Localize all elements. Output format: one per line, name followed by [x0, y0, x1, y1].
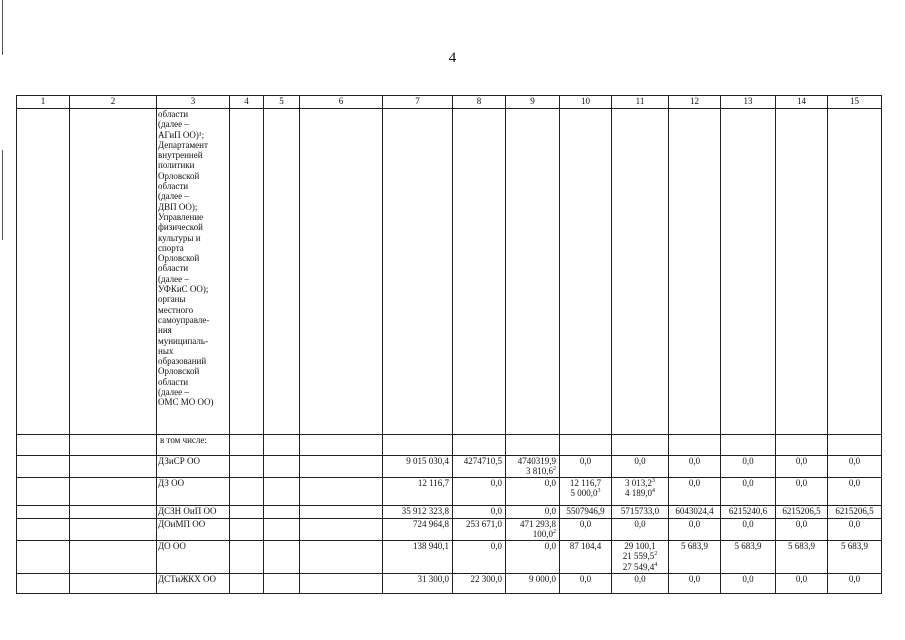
- cell-c11: [612, 519, 669, 541]
- cell-empty: [230, 478, 264, 506]
- cell-line: [562, 574, 609, 584]
- cell-c12: [669, 478, 721, 506]
- cell-c9: [506, 456, 560, 478]
- cell-executor: [157, 506, 230, 519]
- column-header: 13: [721, 96, 776, 109]
- table-row: [17, 519, 882, 541]
- cell-empty: [264, 478, 300, 506]
- cell-executor: [157, 540, 230, 573]
- cell-c14: [776, 456, 828, 478]
- cell-c8: [453, 478, 506, 506]
- header-row: [17, 96, 882, 109]
- cell-empty: [264, 573, 300, 593]
- cell-value: 87 104,4: [569, 540, 602, 551]
- cell-c10: [560, 573, 612, 593]
- cell-value: 0,0: [490, 478, 502, 488]
- table-row: [17, 506, 882, 519]
- cell-empty: [264, 519, 300, 541]
- cell-value: 0,0: [742, 456, 754, 466]
- executor-line: Орловской: [158, 170, 200, 181]
- cell-empty: [300, 506, 383, 519]
- cell-c14: [776, 573, 828, 593]
- column-header: 3: [157, 96, 230, 109]
- cell-value: 21 559,5: [622, 551, 655, 562]
- cell-value: 0,0: [742, 478, 754, 488]
- executor-line: области: [158, 109, 189, 119]
- column-header: 12: [669, 96, 721, 109]
- cell-empty: [230, 573, 264, 593]
- cell-line: [562, 541, 609, 551]
- cell-c15: [828, 456, 882, 478]
- cell-c13: [721, 519, 776, 541]
- cell-value: 5 683,9: [734, 540, 762, 551]
- executor-line: муниципаль-: [158, 335, 208, 346]
- cell-c10: [560, 540, 612, 573]
- cell-empty: [17, 478, 70, 506]
- cell-line: [614, 574, 666, 584]
- executor-line: образований: [158, 356, 207, 367]
- cell-c8: [453, 506, 506, 519]
- cell-value: 29 100,1: [624, 540, 656, 551]
- executor-line: (далее –: [158, 119, 189, 130]
- cell-value: 22 300,0: [470, 573, 502, 584]
- cell-value: 0,0: [795, 573, 808, 584]
- cell-line: [508, 574, 556, 584]
- executor-line: органы: [158, 294, 186, 305]
- cell-empty: [230, 506, 264, 519]
- cell-c7: [383, 519, 453, 541]
- executor-name: ДСТиЖКХ ОО: [158, 573, 217, 584]
- cell-line: [614, 519, 666, 529]
- executor-line: физической: [158, 222, 203, 233]
- cell-value: 12 116,7: [417, 478, 449, 488]
- executor-line: УФКиС ОО);: [158, 284, 209, 295]
- cell-value: 6215206,5: [782, 506, 821, 516]
- cell-empty: [17, 456, 70, 478]
- cell-value: 9 000,0: [529, 573, 556, 584]
- scan-edge-line: [2, 150, 3, 240]
- cell-value: 4740319,9: [517, 456, 556, 466]
- cell-line: [562, 456, 609, 466]
- executor-line: местного: [158, 304, 194, 315]
- including-label: в том числе:: [157, 435, 230, 456]
- cell-empty: [264, 456, 300, 478]
- cell-empty: [300, 519, 383, 541]
- cell-value: 5 683,9: [841, 540, 868, 551]
- cell-line: [614, 506, 666, 516]
- cell-c13: [721, 573, 776, 593]
- cell-c12: [669, 540, 721, 573]
- budget-table-wrap: [16, 95, 881, 594]
- cell-value: 5507946,9: [566, 506, 605, 516]
- cell-c11: [612, 540, 669, 573]
- column-header: 10: [560, 96, 612, 109]
- including-row: [17, 435, 882, 456]
- cell-value: 0,0: [688, 456, 701, 466]
- executor-line: спорта: [158, 242, 184, 253]
- cell-value: 4274710,5: [463, 456, 502, 466]
- cell-c13: [721, 506, 776, 519]
- column-header: 15: [828, 96, 882, 109]
- executor-line: области: [158, 263, 189, 274]
- cell-value: 0,0: [490, 540, 502, 551]
- cell-line: [508, 519, 556, 529]
- footnote-mark: 2: [553, 466, 556, 473]
- cell-c11: [612, 506, 669, 519]
- executor-line: ных: [158, 345, 174, 356]
- cell-line: [508, 506, 556, 516]
- cell-c15: [828, 540, 882, 573]
- executor-line: (далее –: [158, 387, 189, 398]
- executor-line: (далее –: [158, 273, 189, 284]
- cell-value: 0,0: [579, 573, 592, 584]
- cell-value: 6043024,4: [675, 506, 714, 516]
- cell-c10: [560, 519, 612, 541]
- executor-line: политики: [158, 160, 195, 171]
- cell-c13: [721, 456, 776, 478]
- executor-line: ния: [158, 325, 172, 336]
- cell-empty: [17, 573, 70, 593]
- cell-empty: [230, 519, 264, 541]
- cell-value: 31 300,0: [417, 573, 449, 584]
- cell-empty: [70, 456, 157, 478]
- cell-c9: [506, 540, 560, 573]
- cell-value: 0,0: [544, 540, 556, 551]
- cell-value: 253 671,0: [466, 519, 502, 529]
- cell-line: [562, 506, 609, 516]
- cell-value: 0,0: [848, 456, 861, 466]
- cell-c13: [721, 478, 776, 506]
- cell-empty: [300, 478, 383, 506]
- cell-value: 0,0: [544, 506, 556, 516]
- cell-value: 0,0: [848, 519, 861, 529]
- cell-value: 138 940,1: [413, 540, 449, 551]
- cell-value: 0,0: [848, 478, 861, 488]
- cell-c11: [612, 456, 669, 478]
- column-header: 5: [264, 96, 300, 109]
- executor-line: Департамент: [158, 139, 208, 150]
- cell-c7: [383, 456, 453, 478]
- cell-c13: [721, 540, 776, 573]
- cell-c12: [669, 519, 721, 541]
- cell-c10: [560, 506, 612, 519]
- cell-line: [614, 562, 666, 572]
- cell-value: 5715733,0: [620, 506, 660, 516]
- cell-empty: [264, 506, 300, 519]
- cell-value: 0,0: [490, 506, 502, 516]
- cell-value: 12 116,7: [569, 478, 602, 488]
- cell-empty: [230, 540, 264, 573]
- cell-executor: [157, 456, 230, 478]
- executor-line: Орловской: [158, 366, 200, 377]
- cell-value: 3 810,6: [526, 466, 553, 477]
- cell-executor: [157, 478, 230, 506]
- cell-c15: [828, 478, 882, 506]
- cell-line: [508, 456, 556, 466]
- cell-value: 471 293,8: [520, 519, 556, 529]
- cell-c11: [612, 573, 669, 593]
- table-row: [17, 573, 882, 593]
- cell-c12: [669, 456, 721, 478]
- cell-value: 0,0: [688, 573, 701, 584]
- cell-c8: [453, 540, 506, 573]
- footnote-mark: 2: [654, 551, 658, 558]
- cell-line: [614, 488, 666, 498]
- executor-line: самоуправле-: [158, 314, 210, 325]
- cell-c9: [506, 519, 560, 541]
- cell-executor: [157, 573, 230, 593]
- cell-line: [562, 478, 609, 488]
- cell-c9: [506, 573, 560, 593]
- cell-c14: [776, 519, 828, 541]
- executor-name: ДЗ ОО: [158, 478, 185, 488]
- cell-c7: [383, 573, 453, 593]
- footnote-mark: 4: [654, 561, 658, 568]
- cell-value: 5 683,9: [681, 540, 708, 551]
- column-header: 11: [612, 96, 669, 109]
- footnote-mark: 3: [597, 488, 601, 495]
- executor-name: ДО ОО: [158, 540, 186, 551]
- cell-empty: [264, 540, 300, 573]
- cell-value: 9 015 030,4: [406, 456, 449, 466]
- executors-row: [17, 109, 882, 435]
- cell-value: 6215206,5: [835, 506, 874, 516]
- executor-line: области: [158, 376, 189, 387]
- cell-empty: [17, 519, 70, 541]
- cell-value: 0,0: [634, 519, 646, 529]
- budget-table: [16, 95, 882, 594]
- cell-empty: [17, 506, 70, 519]
- cell-c9: [506, 506, 560, 519]
- column-header: 9: [506, 96, 560, 109]
- cell-c10: [560, 456, 612, 478]
- cell-c15: [828, 573, 882, 593]
- table-row: [17, 478, 882, 506]
- executor-line: культуры и: [158, 232, 201, 243]
- cell-executor: [157, 519, 230, 541]
- cell-line: [508, 466, 556, 476]
- cell-value: 4 189,0: [625, 488, 652, 499]
- executor-name: ДЗиСР ОО: [158, 456, 200, 466]
- cell-line: [508, 529, 556, 539]
- cell-line: [562, 519, 609, 529]
- executor-line: области: [158, 181, 189, 192]
- cell-empty: [70, 478, 157, 506]
- cell-value: 0,0: [579, 456, 592, 466]
- cell-value: 0,0: [742, 573, 754, 584]
- cell-value: 0,0: [688, 519, 701, 529]
- cell-value: 0,0: [634, 573, 646, 584]
- executor-name: ДОиМП ОО: [158, 519, 206, 529]
- table-row: [17, 540, 882, 573]
- column-header: 1: [17, 96, 70, 109]
- cell-value: 6215240,6: [728, 506, 768, 516]
- cell-value: 3 013,2: [625, 478, 652, 488]
- cell-c14: [776, 478, 828, 506]
- cell-value: 5 000,0: [570, 488, 598, 499]
- cell-c7: [383, 506, 453, 519]
- cell-value: 0,0: [795, 519, 808, 529]
- executor-line: ОМС МО ОО): [158, 397, 214, 408]
- column-header: 4: [230, 96, 264, 109]
- column-header: 2: [70, 96, 157, 109]
- cell-c12: [669, 506, 721, 519]
- footnote-mark: 2: [553, 529, 556, 536]
- cell-line: [562, 488, 609, 498]
- cell-empty: [70, 573, 157, 593]
- cell-line: [508, 541, 556, 551]
- executor-line: Орловской: [158, 253, 200, 264]
- cell-value: 0,0: [544, 478, 556, 488]
- cell-c10: [560, 478, 612, 506]
- cell-c8: [453, 519, 506, 541]
- cell-c14: [776, 506, 828, 519]
- executor-line: Управление: [158, 211, 204, 222]
- cell-empty: [230, 456, 264, 478]
- cell-value: 100,0: [532, 529, 553, 540]
- cell-value: 0,0: [795, 456, 808, 466]
- cell-c11: [612, 478, 669, 506]
- cell-empty: [300, 573, 383, 593]
- cell-value: 0,0: [688, 478, 701, 488]
- cell-value: 35 912 323,8: [401, 506, 449, 516]
- cell-line: [614, 541, 666, 551]
- cell-empty: [70, 506, 157, 519]
- cell-c15: [828, 506, 882, 519]
- cell-line: [614, 478, 666, 488]
- footnote-mark: 4: [652, 488, 655, 495]
- table-row: [17, 456, 882, 478]
- column-header: 14: [776, 96, 828, 109]
- executors-list: [157, 109, 230, 435]
- cell-c7: [383, 540, 453, 573]
- cell-empty: [17, 540, 70, 573]
- cell-empty: [70, 519, 157, 541]
- cell-c12: [669, 573, 721, 593]
- executor-line: ДВП ОО);: [158, 201, 198, 212]
- executor-line: (далее –: [158, 191, 189, 202]
- cell-c7: [383, 478, 453, 506]
- cell-empty: [70, 540, 157, 573]
- cell-value: 0,0: [742, 519, 754, 529]
- cell-value: 724 964,8: [413, 519, 449, 529]
- executor-line: АГиП ОО)¹;: [158, 129, 205, 140]
- executor-line: внутренней: [158, 150, 203, 161]
- cell-c9: [506, 478, 560, 506]
- executor-name: ДСЗН ОиП ОО: [158, 506, 217, 516]
- cell-line: [614, 551, 666, 561]
- cell-c8: [453, 573, 506, 593]
- column-header: 7: [383, 96, 453, 109]
- cell-line: [508, 478, 556, 488]
- scan-edge-line: [2, 0, 3, 55]
- cell-value: 5 683,9: [788, 540, 815, 551]
- column-header: 6: [300, 96, 383, 109]
- column-header: 8: [453, 96, 506, 109]
- cell-value: 0,0: [579, 519, 592, 529]
- cell-empty: [300, 540, 383, 573]
- cell-value: 0,0: [634, 456, 646, 466]
- cell-value: 0,0: [795, 478, 808, 488]
- cell-line: [614, 456, 666, 466]
- cell-c15: [828, 519, 882, 541]
- cell-value: 27 549,4: [622, 561, 655, 572]
- page-number: 4: [448, 50, 457, 66]
- footnote-mark: 3: [652, 478, 655, 484]
- cell-value: 0,0: [848, 573, 861, 584]
- cell-empty: [300, 456, 383, 478]
- cell-c8: [453, 456, 506, 478]
- cell-c14: [776, 540, 828, 573]
